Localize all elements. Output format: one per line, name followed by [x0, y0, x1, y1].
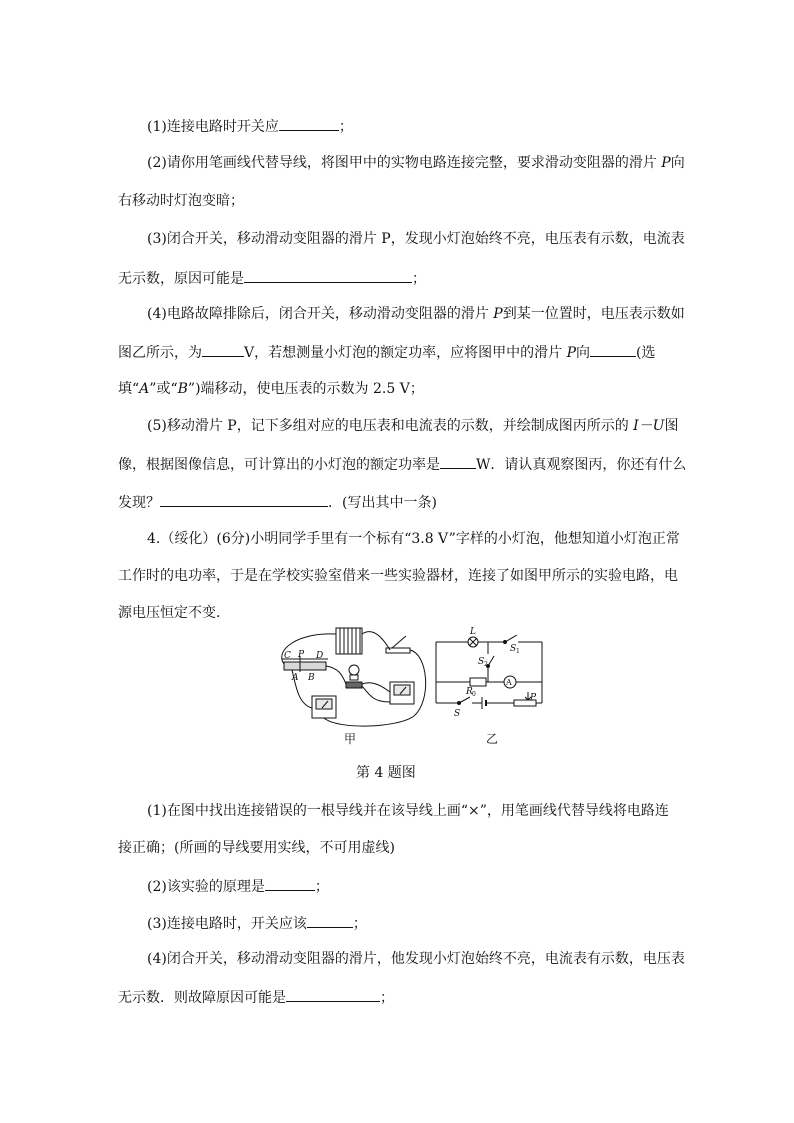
figure-caption: 第 4 题图 [356, 765, 416, 781]
circuit-figure-svg [278, 620, 568, 745]
s2-subscript: 2 [484, 661, 488, 668]
q4-part3: (3)连接电路时，开关应该 ； [147, 913, 367, 933]
answer-blank[interactable] [244, 268, 412, 283]
q3-part4-line2: 图乙所示，为 V，若想测量小灯泡的额定功率，应将图甲中的滑片 P向 (选 [118, 342, 655, 362]
lamp-icon [346, 665, 362, 688]
q3-part5-line2: 像，根据图像信息，可计算出的小灯泡的额定功率是 W．请认真观察图丙，你还有什么 [118, 454, 686, 474]
q3-part3-line1: (3)闭合开关，移动滑动变阻器的滑片 P，发现小灯泡始终不亮，电压表有示数，电流表 [147, 231, 685, 247]
q4-part4-line2: 无示数．则故障原因可能是 ； [118, 987, 394, 1007]
s1-label: S [510, 644, 517, 654]
answer-blank[interactable] [265, 876, 315, 891]
s2-label: S [478, 657, 485, 667]
s-label: S [454, 709, 461, 719]
p-label: P [530, 693, 537, 703]
circuit-figure [278, 620, 568, 745]
answer-blank[interactable] [279, 116, 339, 131]
voltmeter-meter-icon [390, 682, 414, 704]
q3-part2-line1: (2)请你用笔画线代替导线，将图甲中的实物电路连接完整，要求滑动变阻器的滑片 P向 [147, 155, 685, 171]
answer-blank[interactable] [286, 987, 380, 1002]
q3-part5-line1: (5)移动滑片 P，记下多组对应的电压表和电流表的示数，并绘制成图丙所示的 I－U图 [147, 418, 679, 434]
figure-label-jia: 甲 [344, 732, 357, 746]
q4-intro-line2: 工作时的电功率，于是在学校实验室借来一些实验器材，连接了如图甲所示的实验电路，电 [118, 568, 678, 584]
rheostat-label-c: C [284, 651, 291, 661]
resistor-r0-icon [470, 678, 486, 686]
q4-part4-line1: (4)闭合开关，移动滑动变阻器的滑片，他发现小灯泡始终不亮，电流表有示数，电压表 [147, 951, 685, 967]
q3-part2-line2: 右移动时灯泡变暗； [118, 193, 244, 209]
q3-part3-line2: 无示数，原因可能是 ； [118, 268, 426, 288]
ammeter-meter-icon [312, 696, 336, 718]
q4-part1-line1: (1)在图中找出连接错误的一根导线并在该导线上画“×”，用笔画线代替导线将电路连 [147, 803, 669, 819]
answer-blank[interactable] [160, 492, 328, 507]
q4-part1-line2: 接正确；(所画的导线要用实线，不可用虚线) [118, 840, 395, 856]
rheostat-label-b: B [308, 673, 315, 683]
answer-blank[interactable] [440, 454, 476, 469]
r0-subscript: 0 [472, 691, 476, 698]
answer-blank[interactable] [202, 342, 244, 357]
rheostat-label-d: D [316, 651, 324, 661]
battery-icon [336, 628, 362, 654]
q4-intro-line3: 源电压恒定不变． [118, 605, 230, 621]
figure-label-yi: 乙 [486, 732, 499, 746]
r0-label: R [466, 687, 473, 697]
q4-part2: (2)该实验的原理是 ； [147, 876, 329, 896]
q3-part4-line3: 填“A”或“B”)端移动，使电压表的示数为 2.5 V； [118, 381, 424, 397]
ammeter-label: A [506, 678, 512, 687]
rheostat-label-a: A [292, 673, 299, 683]
answer-blank[interactable] [307, 913, 353, 928]
rheostat-icon [284, 662, 326, 670]
answer-blank[interactable] [590, 342, 636, 357]
physical-circuit-jia [282, 628, 426, 726]
rheostat-label-p: P [298, 650, 305, 660]
knife-switch-icon [386, 636, 410, 653]
q3-part4-line1: (4)电路故障排除后，闭合开关，移动滑动变阻器的滑片 P到某一位置时，电压表示数如 [147, 306, 685, 322]
q3-part1: (1)连接电路时开关应 ； [147, 116, 353, 136]
lamp-label: L [470, 627, 476, 637]
q3-part5-line3: 发现？ ．(写出其中一条) [118, 492, 437, 512]
s1-subscript: 1 [516, 648, 520, 655]
circuit-diagram-yi [436, 635, 542, 709]
q4-intro-line1: 4.（绥化）(6分)小明同学手里有一个标有“3.8 V”字样的小灯泡，他想知道小灯泡正常 [147, 531, 680, 547]
